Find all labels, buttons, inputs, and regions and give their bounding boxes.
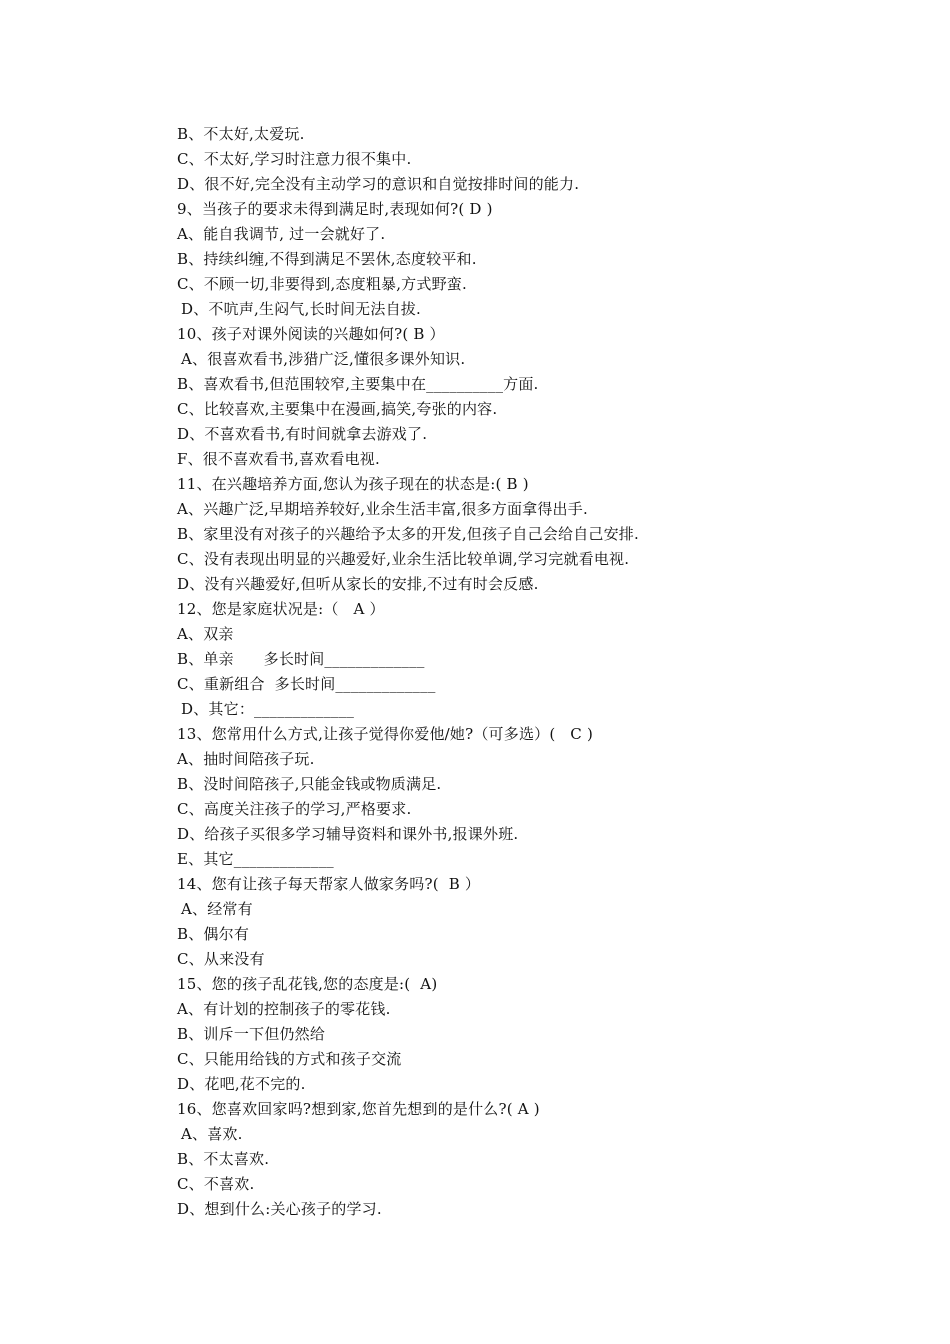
text-line: C、高度关注孩子的学习,严格要求. [177,800,412,818]
text-line: C、只能用给钱的方式和孩子交流 [177,1050,402,1068]
text-line: A、双亲 [177,625,234,643]
text-line: C、从来没有 [177,950,265,968]
text-line: D、给孩子买很多学习辅导资料和课外书,报课外班. [177,825,519,843]
text-line: C、不喜欢. [177,1175,255,1193]
text-line: A、喜欢. [181,1125,243,1143]
text-line: C、不顾一切,非要得到,态度粗暴,方式野蛮. [177,275,467,293]
question-13: 13、您常用什么方式,让孩子觉得你爱他/她?（可多选）( C ) [177,725,594,743]
text-line: C、不太好,学习时注意力很不集中. [177,150,412,168]
text-line: D、其它：_____________ [181,700,355,718]
text-line: D、不喜欢看书,有时间就拿去游戏了. [177,425,428,443]
text-line: A、抽时间陪孩子玩. [177,750,315,768]
question-16: 16、您喜欢回家吗?想到家,您首先想到的是什么?( A ) [177,1100,540,1118]
text-line: B、训斥一下但仍然给 [177,1025,326,1043]
text-line: D、花吧,花不完的. [177,1075,306,1093]
text-line: C、没有表现出明显的兴趣爱好,业余生活比较单调,学习完就看电视. [177,550,630,568]
text-line: B、不太好,太爱玩. [177,125,305,143]
question-12: 12、您是家庭状况是:（ A ） [177,600,385,618]
text-line: E、其它_____________ [177,850,334,868]
text-line: A、兴趣广泛,早期培养较好,业余生活丰富,很多方面拿得出手. [177,500,588,518]
text-line: B、持续纠缠,不得到满足不罢休,态度较平和. [177,250,477,268]
text-line: B、不太喜欢. [177,1150,270,1168]
text-line: B、家里没有对孩子的兴趣给予太多的开发,但孩子自己会给自己安排. [177,525,639,543]
text-line: B、偶尔有 [177,925,250,943]
text-line: D、没有兴趣爱好,但听从家长的安排,不过有时会反感. [177,575,539,593]
text-line: D、很不好,完全没有主动学习的意识和自觉按排时间的能力. [177,175,580,193]
text-line: A、有计划的控制孩子的零花钱. [177,1000,391,1018]
question-14: 14、您有让孩子每天帮家人做家务吗?( B ） [177,875,481,893]
text-line: B、喜欢看书,但范围较窄,主要集中在__________方面. [177,375,539,393]
text-line: B、没时间陪孩子,只能金钱或物质满足. [177,775,442,793]
text-line: C、比较喜欢,主要集中在漫画,搞笑,夸张的内容. [177,400,498,418]
text-line: C、重新组合 多长时间_____________ [177,675,436,693]
text-line: A、能自我调节, 过一会就好了. [177,225,386,243]
question-10: 10、孩子对课外阅读的兴趣如何?( B ） [177,325,445,343]
text-line: F、很不喜欢看书,喜欢看电视. [177,450,380,468]
question-11: 11、在兴趣培养方面,您认为孩子现在的状态是:( B ) [177,475,529,493]
question-9: 9、当孩子的要求未得到满足时,表现如何?( D ) [177,200,493,218]
text-line: A、很喜欢看书,涉猎广泛,懂很多课外知识. [181,350,466,368]
question-15: 15、您的孩子乱花钱,您的态度是:( A) [177,975,438,993]
text-line: A、经常有 [181,900,253,918]
text-line: D、想到什么:关心孩子的学习. [177,1200,382,1218]
text-line: D、不吭声,生闷气,长时间无法自拔. [181,300,421,318]
text-line: B、单亲 多长时间_____________ [177,650,425,668]
